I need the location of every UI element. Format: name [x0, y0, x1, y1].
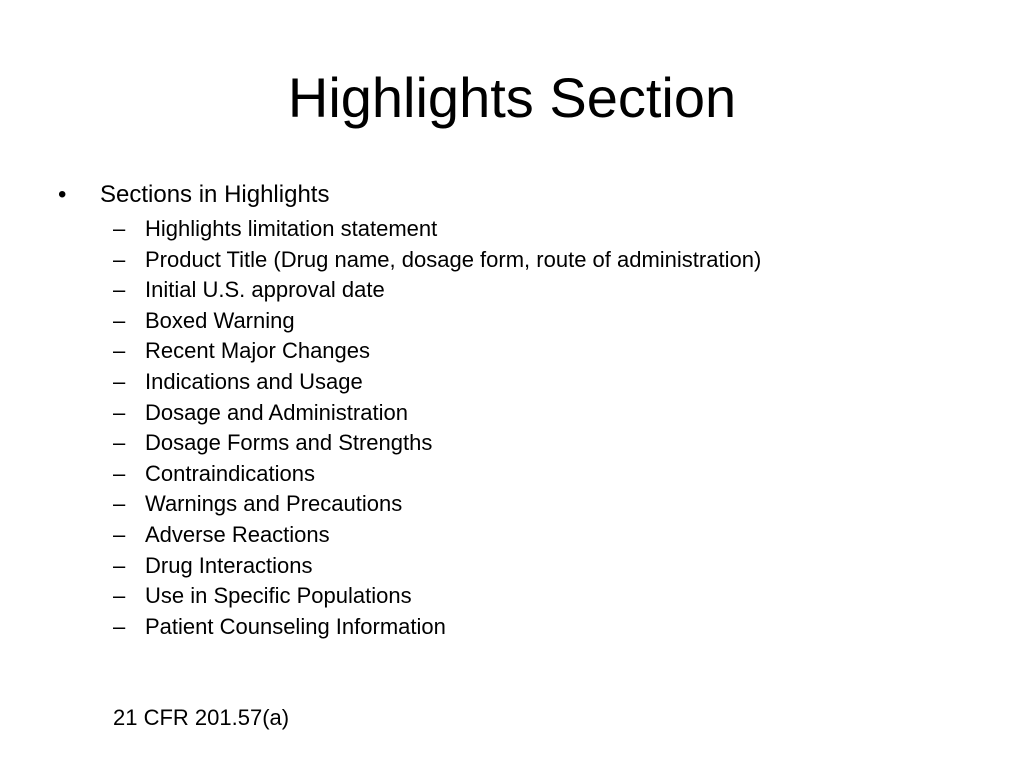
- sub-bullet-item: [113, 612, 761, 643]
- sub-bullet-text: Dosage Forms and Strengths: [145, 430, 433, 456]
- sub-bullet-list: [113, 214, 761, 642]
- sub-bullet-item: [113, 306, 761, 337]
- sub-bullet-text: Recent Major Changes: [145, 338, 371, 364]
- sub-bullet-item: [113, 459, 761, 490]
- sub-bullet-item: [113, 489, 761, 520]
- dash-marker: –: [113, 399, 126, 425]
- dash-marker: –: [113, 613, 126, 639]
- dash-marker: –: [113, 277, 126, 303]
- dash-marker: –: [113, 246, 126, 272]
- sub-bullet-text: Boxed Warning: [145, 307, 295, 333]
- sub-bullet-text: Initial U.S. approval date: [145, 277, 385, 303]
- sub-bullet-text: Warnings and Precautions: [145, 491, 403, 517]
- sub-bullet-item: [113, 398, 761, 429]
- bullet-marker: •: [58, 181, 67, 208]
- sub-bullet-item: [113, 551, 761, 582]
- sub-bullet-item: [113, 214, 761, 245]
- sub-bullet-item: [113, 428, 761, 459]
- sub-bullet-text: Contraindications: [145, 460, 315, 486]
- dash-marker: –: [113, 460, 126, 486]
- sub-bullet-text: Highlights limitation statement: [145, 216, 438, 241]
- sub-bullet-item: [113, 245, 761, 276]
- sub-bullet-item: [113, 275, 761, 306]
- sub-bullet-text: Dosage and Administration: [145, 399, 408, 425]
- main-bullet: [58, 180, 329, 210]
- sub-bullet-text: Product Title (Drug name, dosage form, route of administration): [145, 246, 762, 272]
- main-bullet-text: Sections in Highlights: [100, 181, 330, 208]
- sub-bullet-item: [113, 336, 761, 367]
- dash-marker: –: [113, 521, 126, 547]
- sub-bullet-text: Use in Specific Populations: [145, 583, 412, 609]
- regulation-reference: 21 CFR 201.57(a): [113, 705, 290, 730]
- sub-bullet-item: [113, 367, 761, 398]
- dash-marker: –: [113, 216, 126, 241]
- sub-bullet-text: Drug Interactions: [145, 552, 313, 578]
- slide-title: Highlights Section: [287, 66, 737, 129]
- dash-marker: –: [113, 368, 126, 394]
- dash-marker: –: [113, 430, 126, 456]
- sub-bullet-text: Indications and Usage: [145, 368, 363, 394]
- dash-marker: –: [113, 583, 126, 609]
- sub-bullet-text: Patient Counseling Information: [145, 613, 446, 639]
- sub-bullet-item: [113, 581, 761, 612]
- sub-bullet-text: Adverse Reactions: [145, 521, 330, 547]
- dash-marker: –: [113, 491, 126, 517]
- dash-marker: –: [113, 307, 126, 333]
- dash-marker: –: [113, 338, 126, 364]
- sub-bullet-item: [113, 520, 761, 551]
- dash-marker: –: [113, 552, 126, 578]
